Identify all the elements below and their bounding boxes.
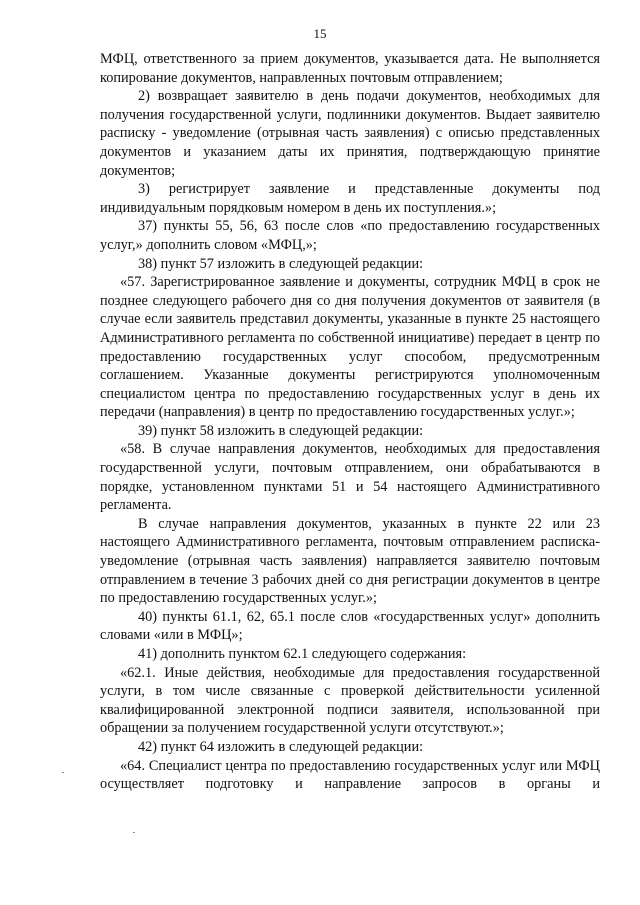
document-body — [100, 50, 600, 794]
paragraph-clause-58-second: В случае направления документов, указанных в пункте 22 или 23 настоящего Административного регламента, почтовым отправлением расписка-уведомление (отрывная часть заявления) направляется заявителю почтовым отправлением в течение 3 рабочих дней со дня регистрации документов в центре по предоставлению государственных услуг.»; — [100, 515, 600, 607]
paragraph-clause-57: «57. Зарегистрированное заявление и документы, сотрудник МФЦ в срок не позднее следующего рабочего дня со дня получения документов от заявителя (в случае если заявитель представил документы, указанные в пункте 25 настоящего Административного регламента по собственной инициативе) передает в центр по предоставлению государственных услуг способом, предусмотренным соглашением. Указанные документы регистрируются уполномоченным специалистом центра по предоставлению государственных услуг в день их передачи (направления) в центр по предоставлению государственных услуг.»; — [100, 274, 600, 421]
paragraph-amendment-38: 38) пункт 57 изложить в следующей редакции: — [138, 255, 424, 272]
paragraph-amendment-37: 37) пункты 55, 56, 63 после слов «по предоставлению государственных услуг,» дополнить словом «МФЦ,»; — [100, 218, 600, 253]
paragraph-amendment-42: 42) пункт 64 изложить в следующей редакции: — [138, 738, 424, 755]
paragraph-clause-64: «64. Специалист центра по предоставлению государственных услуг или МФЦ осуществляет подготовку и направление запросов в органы и — [100, 757, 600, 793]
paragraph-item-3: 3) регистрирует заявление и представленные документы под индивидуальным порядковым номером в день их поступления.»; — [100, 181, 600, 216]
paragraph-amendment-39: 39) пункт 58 изложить в следующей редакции: — [138, 422, 424, 439]
paragraph-continuation-mfc: МФЦ, ответственного за прием документов, указывается дата. Не выполняется копирование документов, направленных почтовым отправлением; — [100, 51, 600, 86]
paragraph-amendment-41: 41) дополнить пунктом 62.1 следующего содержания: — [138, 646, 467, 662]
scan-speck — [133, 832, 135, 833]
scan-speck — [62, 772, 64, 773]
paragraph-amendment-40: 40) пункты 61.1, 62, 65.1 после слов «государственных услуг» дополнить словами «или в МФЦ»; — [100, 608, 600, 644]
page-number: 15 — [313, 26, 327, 41]
paragraph-item-2: 2) возвращает заявителю в день подачи документов, необходимых для получения государственной услуги, подлинники документов. Выдает заявителю расписку - уведомление (отрывная часть заявления) с описью представленных документов и указанием даты их принятия, подтверждающую принятие документов; — [100, 88, 600, 179]
paragraph-clause-62-1: «62.1. Иные действия, необходимые для предоставления государственной услуги, в том числе связанные с проверкой действительности усиленной квалифицированной электронной подписи заявителя, использованной при обращении за получением государственной услуги отсутствуют.»; — [100, 664, 600, 737]
paragraph-clause-58: «58. В случае направления документов, необходимых для предоставления государственной услуги, почтовым отправлением, они обрабатываются в порядке, установленном пунктами 51 и 54 настоящего Административного регламента. — [100, 441, 600, 514]
